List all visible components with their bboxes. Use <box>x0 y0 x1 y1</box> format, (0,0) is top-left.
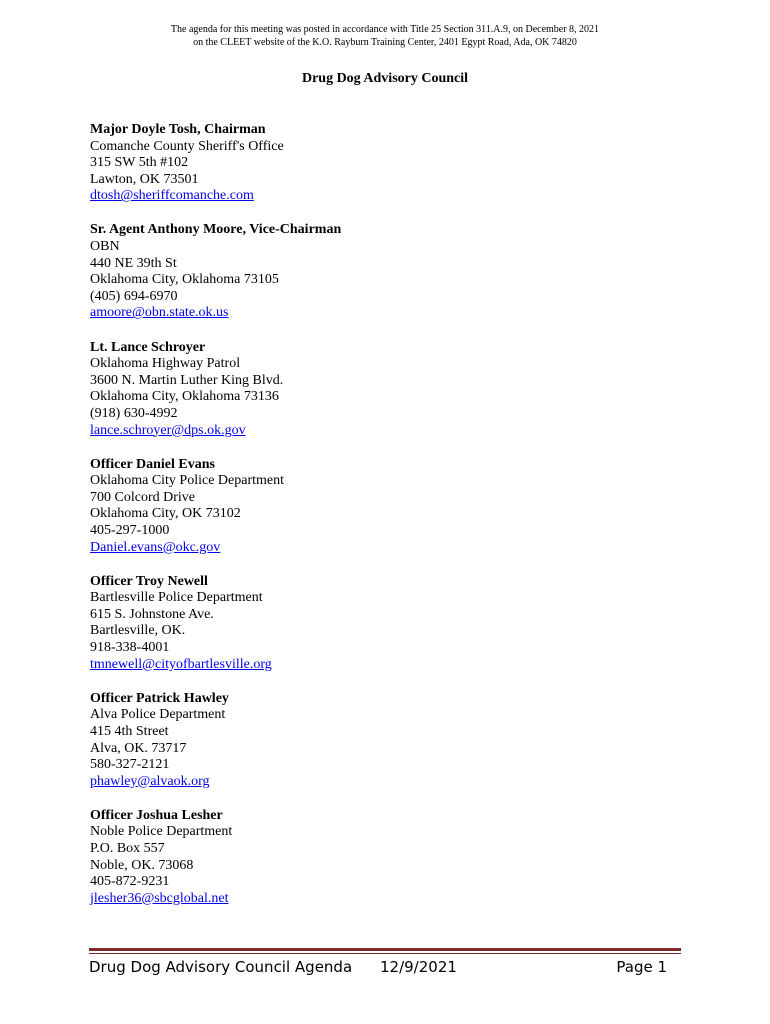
member-list <box>90 122 690 925</box>
member-name: Officer Joshua Lesher <box>90 807 223 823</box>
member-phone: 405-872-9231 <box>90 874 170 890</box>
member-entry <box>90 222 690 322</box>
member-entry <box>90 691 690 791</box>
member-name: Lt. Lance Schroyer <box>90 339 206 355</box>
member-email-link[interactable]: jlesher36@sbcglobal.net <box>90 890 229 906</box>
member-entry <box>90 340 690 440</box>
member-street: 615 S. Johnstone Ave. <box>90 606 214 622</box>
member-organization: OBN <box>90 239 120 255</box>
footer-date: 12/9/2021 <box>380 958 457 976</box>
member-name: Officer Troy Newell <box>90 573 208 589</box>
member-street: 3600 N. Martin Luther King Blvd. <box>90 372 284 388</box>
member-organization: Oklahoma City Police Department <box>90 473 285 489</box>
member-name: Major Doyle Tosh, Chairman <box>90 122 266 137</box>
member-street: 415 4th Street <box>90 723 169 739</box>
member-organization: Bartlesville Police Department <box>90 590 263 606</box>
footer-divider <box>89 948 681 951</box>
member-organization: Oklahoma Highway Patrol <box>90 356 241 372</box>
member-city: Bartlesville, OK. <box>90 623 186 639</box>
posting-notice-line-1: The agenda for this meeting was posted in accordance with Title 25 Section 311.A.9, on December 8, 2021 <box>170 24 600 35</box>
member-city: Alva, OK. 73717 <box>90 740 187 756</box>
member-organization: Noble Police Department <box>90 824 233 840</box>
member-phone: (918) 630-4992 <box>90 405 178 421</box>
member-email-link[interactable]: phawley@alvaok.org <box>90 773 210 789</box>
footer-divider-thin <box>89 953 681 954</box>
page-footer <box>89 955 681 979</box>
member-entry <box>90 457 690 557</box>
member-email-link[interactable]: lance.schroyer@dps.ok.gov <box>90 422 246 438</box>
member-city: Oklahoma City, Oklahoma 73105 <box>90 272 279 288</box>
member-entry <box>90 122 690 205</box>
member-name: Officer Daniel Evans <box>90 456 215 472</box>
member-phone: 918-338-4001 <box>90 640 170 656</box>
member-name: Sr. Agent Anthony Moore, Vice-Chairman <box>90 222 342 238</box>
member-phone: 405-297-1000 <box>90 522 170 538</box>
member-street: P.O. Box 557 <box>90 840 165 856</box>
member-email-link[interactable]: dtosh@sheriffcomanche.com <box>90 188 254 204</box>
member-phone: (405) 694-6970 <box>90 288 178 304</box>
member-city: Lawton, OK 73501 <box>90 171 199 187</box>
member-name: Officer Patrick Hawley <box>90 690 229 706</box>
posting-notice <box>0 23 770 49</box>
member-email-link[interactable]: Daniel.evans@okc.gov <box>90 539 221 555</box>
member-street: 315 SW 5th #102 <box>90 155 189 171</box>
member-street: 700 Colcord Drive <box>90 489 195 505</box>
member-entry <box>90 808 690 908</box>
member-phone: 580-327-2121 <box>90 757 170 773</box>
member-city: Oklahoma City, OK 73102 <box>90 506 241 522</box>
member-city: Oklahoma City, Oklahoma 73136 <box>90 389 279 405</box>
footer-document-name: Drug Dog Advisory Council Agenda <box>89 958 353 976</box>
member-email-link[interactable]: amoore@obn.state.ok.us <box>90 305 229 321</box>
member-organization: Comanche County Sheriff's Office <box>90 138 284 154</box>
posting-notice-line-2: on the CLEET website of the K.O. Rayburn Training Center, 2401 Egypt Road, Ada, OK 74820 <box>193 37 577 48</box>
footer-page-number: Page 1 <box>616 958 667 976</box>
member-email-link[interactable]: tmnewell@cityofbartlesville.org <box>90 656 272 672</box>
member-street: 440 NE 39th St <box>90 255 177 271</box>
member-entry <box>90 574 690 674</box>
member-organization: Alva Police Department <box>90 707 226 723</box>
member-city: Noble, OK. 73068 <box>90 857 194 873</box>
document-title: Drug Dog Advisory Council <box>301 71 469 86</box>
